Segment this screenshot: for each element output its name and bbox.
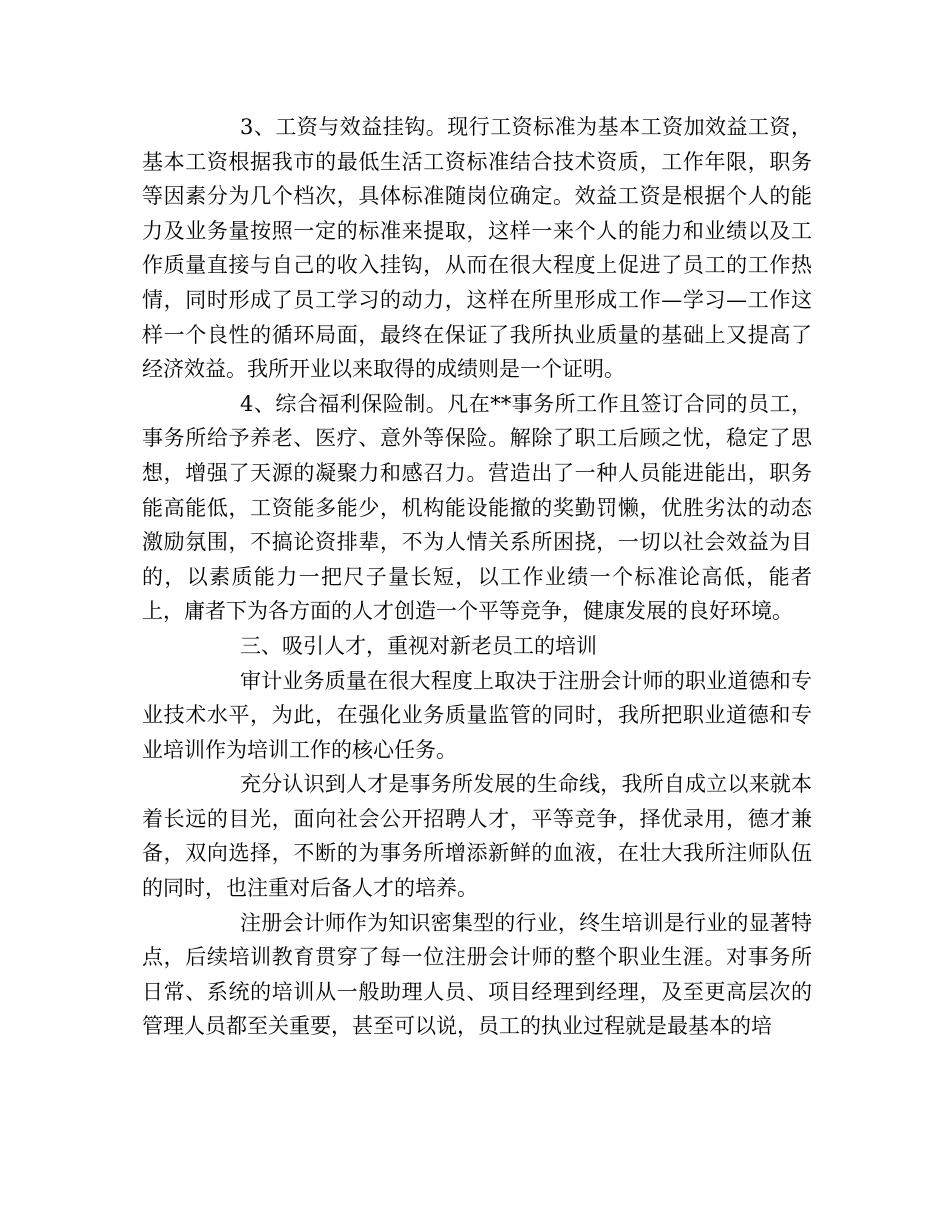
paragraph-lifelong-training: 注册会计师作为知识密集型的行业，终生培训是行业的显著特点，后续培训教育贯穿了每一位注册会计师的整个职业生涯。对事务所日常、系统的培训从一般助理人员、项目经理到经理，及至更高层次的管理人员都至关重要，甚至可以说，员工的执业过程就是最基本的培 <box>142 910 812 1039</box>
paragraph-audit-quality: 审计业务质量在很大程度上取决于注册会计师的职业道德和专业技术水平，为此，在强化业务质量监管的同时，我所把职业道德和专业培训作为培训工作的核心任务。 <box>142 668 812 762</box>
document-body <box>142 110 812 1044</box>
paragraph-talent-lifeline: 充分认识到人才是事务所发展的生命线，我所自成立以来就本着长远的目光，面向社会公开招聘人才，平等竞争，择优录用，德才兼备，双向选择，不断的为事务所增添新鲜的血液，在壮大我所注师队伍的同时，也注重对后备人才的培养。 <box>142 772 812 901</box>
section-heading-talent-training: 三、吸引人才，重视对新老员工的培训 <box>240 633 597 658</box>
paragraph-welfare-insurance: 4、综合福利保险制。凡在**事务所工作且签订合同的员工，事务所给予养老、医疗、意外等保险。解除了职工后顾之忧，稳定了思想，增强了天源的凝聚力和感召力。营造出了一种人员能进能出，职务能高能低，工资能多能少，机构能设能撤的奖勤罚懒，优胜劣汰的动态激励氛围，不搞论资排辈，不为人情关系所困挠，一切以社会效益为目的，以素质能力一把尺子量长短，以工作业绩一个标准论高低，能者上，庸者下为各方面的人才创造一个平等竞争，健康发展的良好环境。 <box>142 391 812 624</box>
paragraph-wage-benefit-link: 3、工资与效益挂钩。现行工资标准为基本工资加效益工资，基本工资根据我市的最低生活工资标准结合技术资质，工作年限，职务等因素分为几个档次，具体标准随岗位确定。效益工资是根据个人的能力及业务量按照一定的标准来提取，这样一来个人的能力和业绩以及工作质量直接与自己的收入挂钩，从而在很大程度上促进了员工的工作热情，同时形成了员工学习的动力，这样在所里形成工作—学习—工作这样一个良性的循环局面，最终在保证了我所执业质量的基础上又提高了经济效益。我所开业以来取得的成绩则是一个证明。 <box>142 115 812 382</box>
